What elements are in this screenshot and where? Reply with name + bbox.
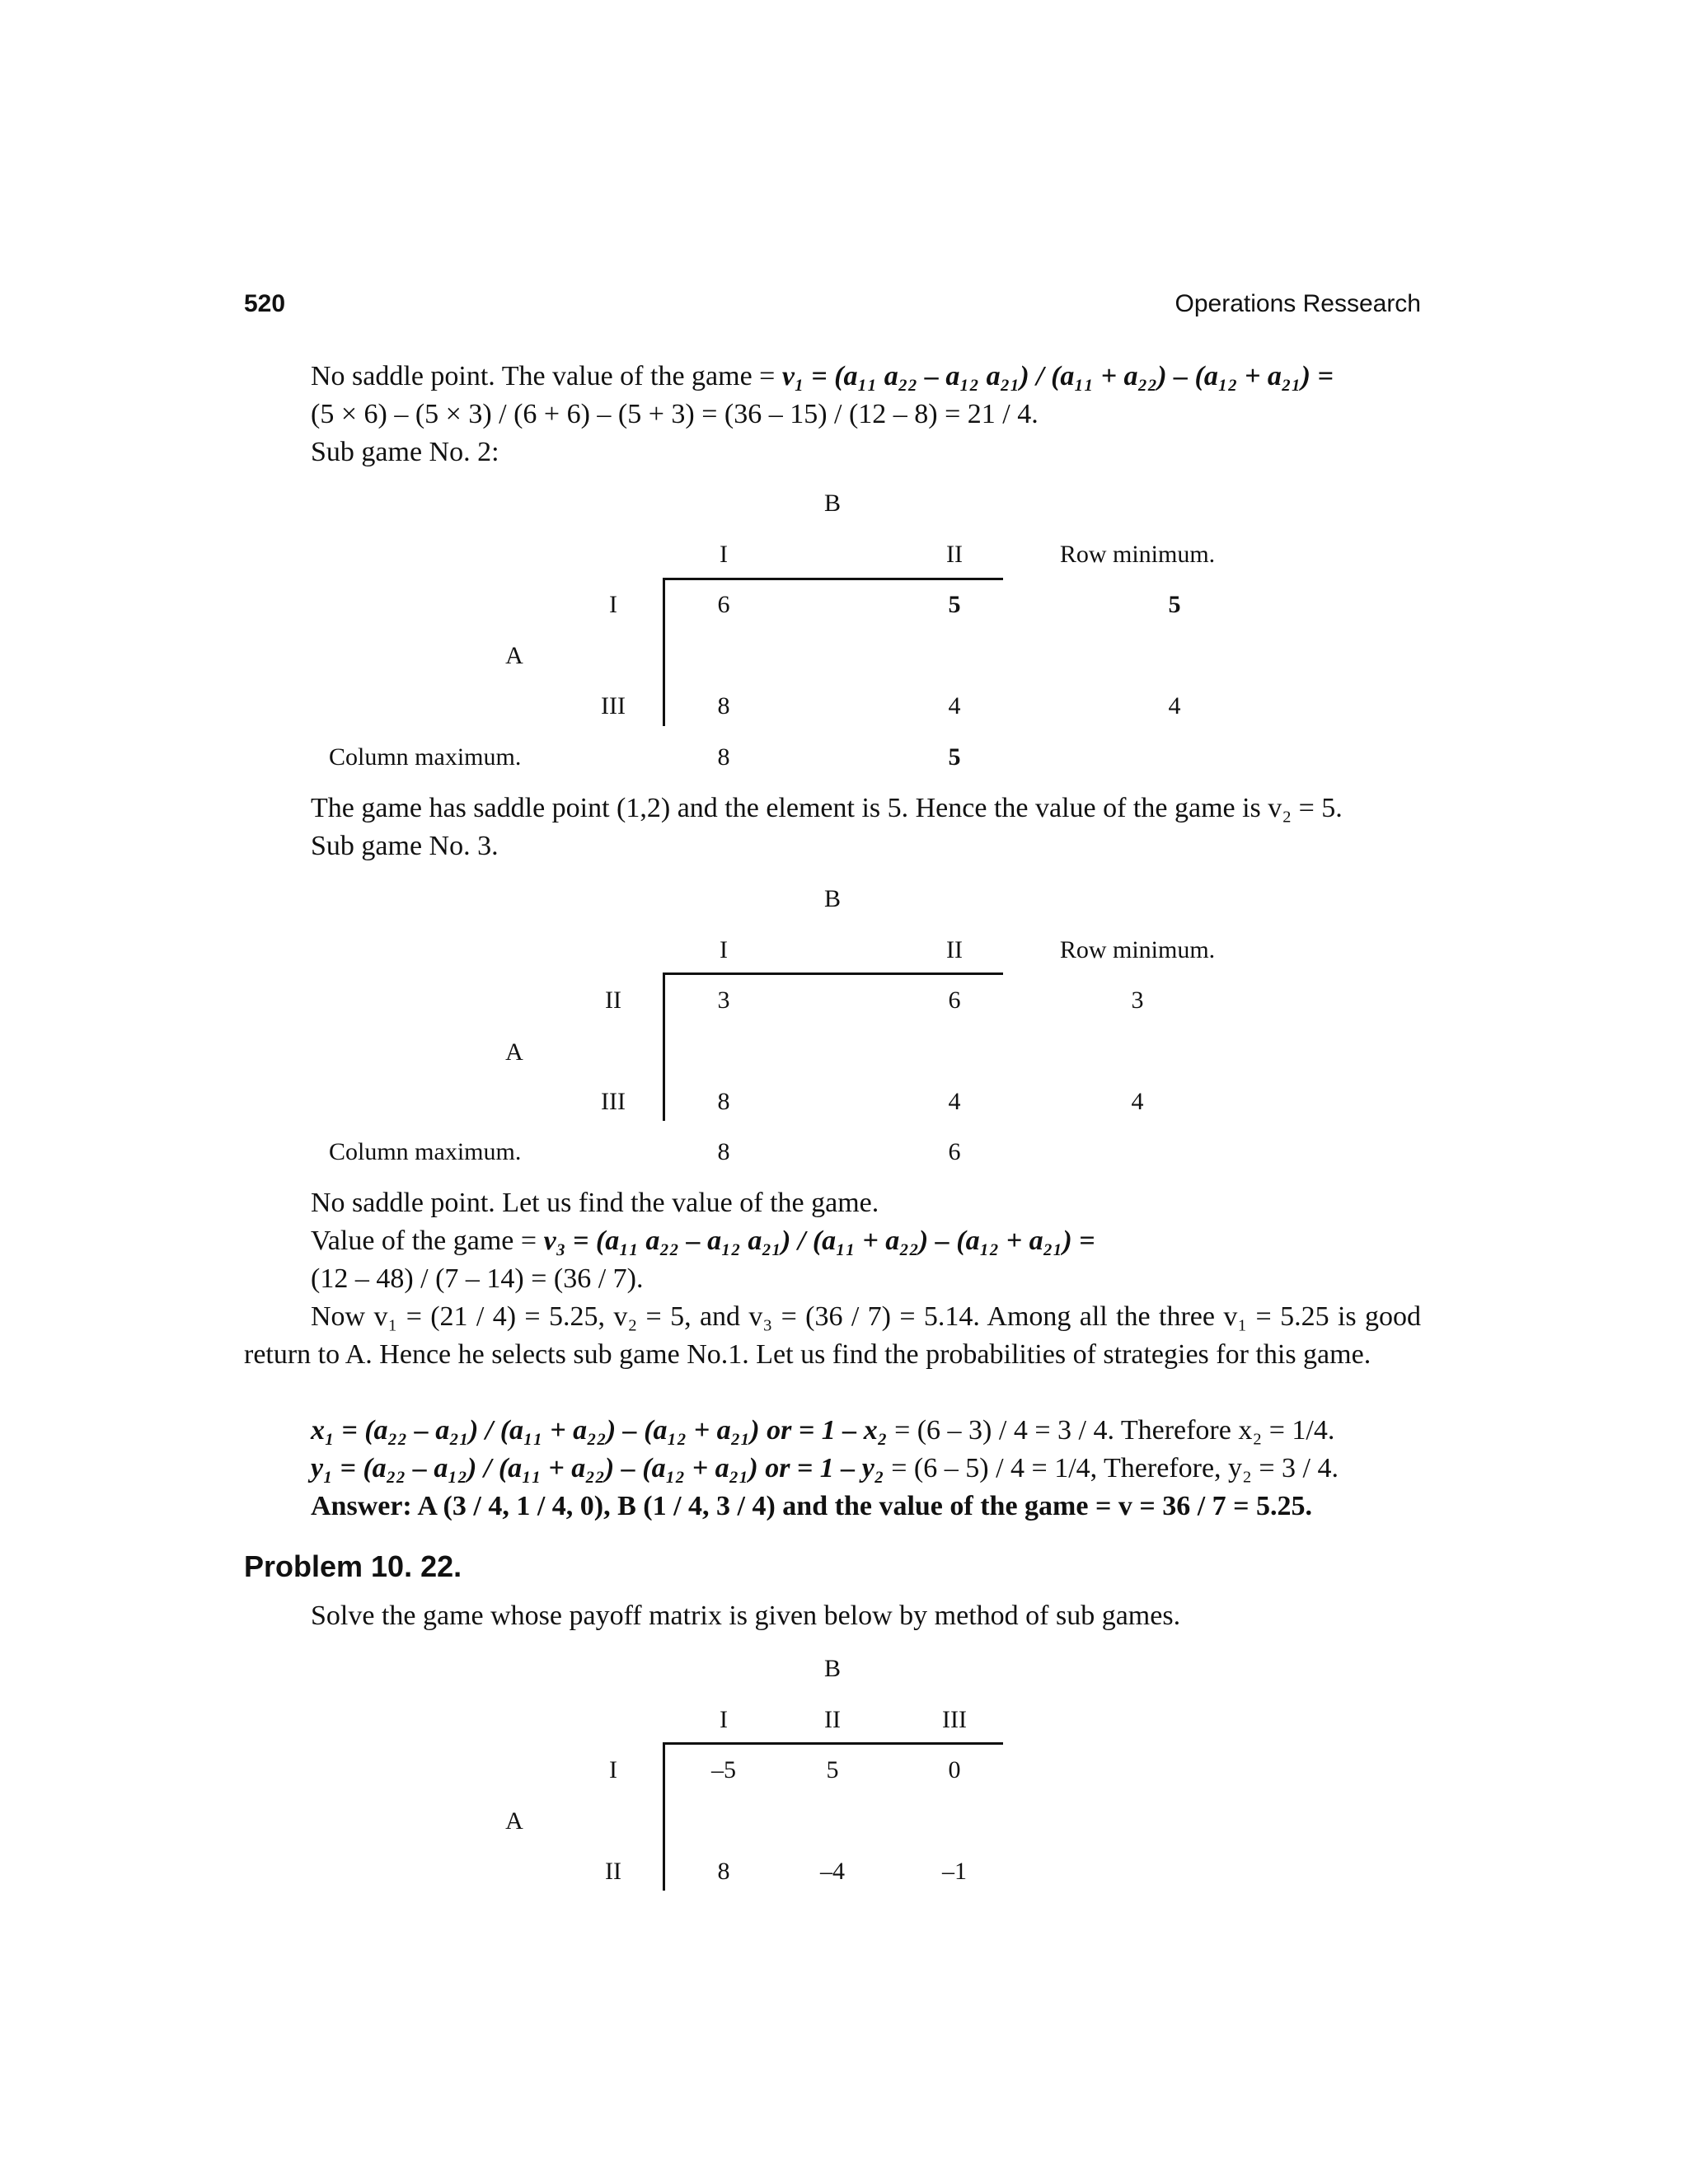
row-min-value: 5 [1168, 591, 1181, 618]
row-min-value: 4 [1168, 692, 1181, 719]
table-top-rule [663, 1742, 1003, 1745]
x-probability-line [311, 1412, 1334, 1450]
value-line [311, 1222, 1095, 1260]
table-cell: 6 [717, 591, 730, 618]
col-max-value: 8 [717, 743, 730, 771]
row-min-header: Row minimum. [1059, 541, 1216, 568]
row-label: III [601, 1088, 626, 1115]
problem-statement: Solve the game whose payoff matrix is given below by method of sub games. [311, 1601, 1181, 1631]
col-max-label: Column maximum. [329, 1138, 522, 1165]
table-cell: 4 [948, 1088, 961, 1115]
player-a-label: A [505, 642, 523, 669]
col-header: I [720, 936, 728, 963]
x-result: = (6 – 3) / 4 = 3 / 4. Therefore x₂ = 1/4. [887, 1415, 1335, 1446]
col-header: II [946, 936, 963, 963]
x-formula: x₁ = (a₂₂ – a₂₁) / (a₁₁ + a₂₂) – (a₁₂ + a₂₁) or = 1 – x₂ [311, 1415, 888, 1446]
answer-line: Answer: A (3 / 4, 1 / 4, 0), B (1 / 4, 3 / 4) and the value of the game = v = 36 / 7 = 5.25. [311, 1491, 1313, 1521]
row-min-value: 3 [1131, 987, 1144, 1014]
col-header: I [720, 541, 728, 568]
subgame-2-title: Sub game No. 2: [311, 437, 499, 467]
player-b-label: B [823, 490, 842, 517]
subgame-3-title: Sub game No. 3. [311, 831, 499, 861]
player-a-label: A [505, 1807, 523, 1835]
table-cell: –5 [711, 1756, 736, 1783]
intro-line-1 [311, 358, 1334, 396]
row-label: I [609, 1756, 617, 1783]
row-label: III [601, 692, 626, 719]
v3-calc: (12 – 48) / (7 – 14) = (36 / 7). [311, 1263, 644, 1294]
table-cell: 5 [948, 591, 961, 618]
player-b-label: B [823, 1655, 842, 1682]
comparison-paragraph: Now v₁ = (21 / 4) = 5.25, v₂ = 5, and v₃ = (36 / 7) = 5.14. Among all the three v₁ = 5.25 is good return to A. Hence he selects sub game No.1. Let us find the probabilities of strategies for this game. [244, 1301, 1421, 1370]
table-cell: –1 [942, 1858, 967, 1885]
value-text: Value of the game = [311, 1226, 544, 1256]
intro-line-2: (5 × 6) – (5 × 3) / (6 + 6) – (5 + 3) = (36 – 15) / (12 – 8) = 21 / 4. [311, 399, 1039, 429]
row-min-header: Row minimum. [1059, 936, 1216, 963]
row-label: II [605, 1858, 621, 1885]
col-header: I [720, 1706, 728, 1733]
table-cell: 0 [948, 1756, 961, 1783]
y-result: = (6 – 5) / 4 = 1/4, Therefore, y₂ = 3 / 4. [884, 1453, 1339, 1483]
table-cell: 3 [717, 987, 730, 1014]
table-left-rule [663, 972, 665, 1121]
table-cell: 8 [717, 1088, 730, 1115]
v3-formula: v₃ = (a₁₁ a₂₂ – a₁₂ a₂₁) / (a₁₁ + a₂₂) – (a₁₂ + a₂₁) = [543, 1226, 1095, 1256]
table-cell: 8 [717, 1858, 730, 1885]
col-header: III [942, 1706, 967, 1733]
col-max-value: 6 [948, 1138, 961, 1165]
col-max-label: Column maximum. [329, 743, 522, 771]
row-min-value: 4 [1131, 1088, 1144, 1115]
table-cell: 4 [948, 692, 961, 719]
page-number: 520 [244, 290, 286, 317]
running-title: Operations Ressearch [1175, 290, 1421, 317]
table-cell: 8 [717, 692, 730, 719]
col-max-value: 5 [948, 743, 961, 771]
table-top-rule [663, 972, 1003, 975]
player-a-label: A [505, 1038, 523, 1066]
row-label: II [605, 987, 621, 1014]
no-saddle-text: No saddle point. Let us find the value of the game. [311, 1188, 879, 1218]
saddle-point-text: The game has saddle point (1,2) and the element is 5. Hence the value of the game is v₂ = 5. [311, 793, 1343, 823]
table-top-rule [663, 578, 1003, 580]
table-left-rule [663, 578, 665, 726]
table-left-rule [663, 1742, 665, 1891]
problem-heading: Problem 10. 22. [244, 1549, 462, 1583]
table-cell: –4 [820, 1858, 845, 1885]
row-label: I [609, 591, 617, 618]
col-max-value: 8 [717, 1138, 730, 1165]
table-cell: 6 [948, 987, 961, 1014]
player-b-label: B [823, 885, 842, 912]
v1-formula: v₁ = (a₁₁ a₂₂ – a₁₂ a₂₁) / (a₁₁ + a₂₂) – (a₁₂ + a₂₁) = [781, 361, 1334, 391]
col-header: II [946, 541, 963, 568]
y-formula: y₁ = (a₂₂ – a₁₂) / (a₁₁ + a₂₂) – (a₁₂ + a₂₁) or = 1 – y₂ [311, 1453, 884, 1483]
col-header: II [824, 1706, 841, 1733]
intro-text: No saddle point. The value of the game = [311, 361, 782, 391]
table-cell: 5 [826, 1756, 839, 1783]
y-probability-line [311, 1450, 1339, 1488]
